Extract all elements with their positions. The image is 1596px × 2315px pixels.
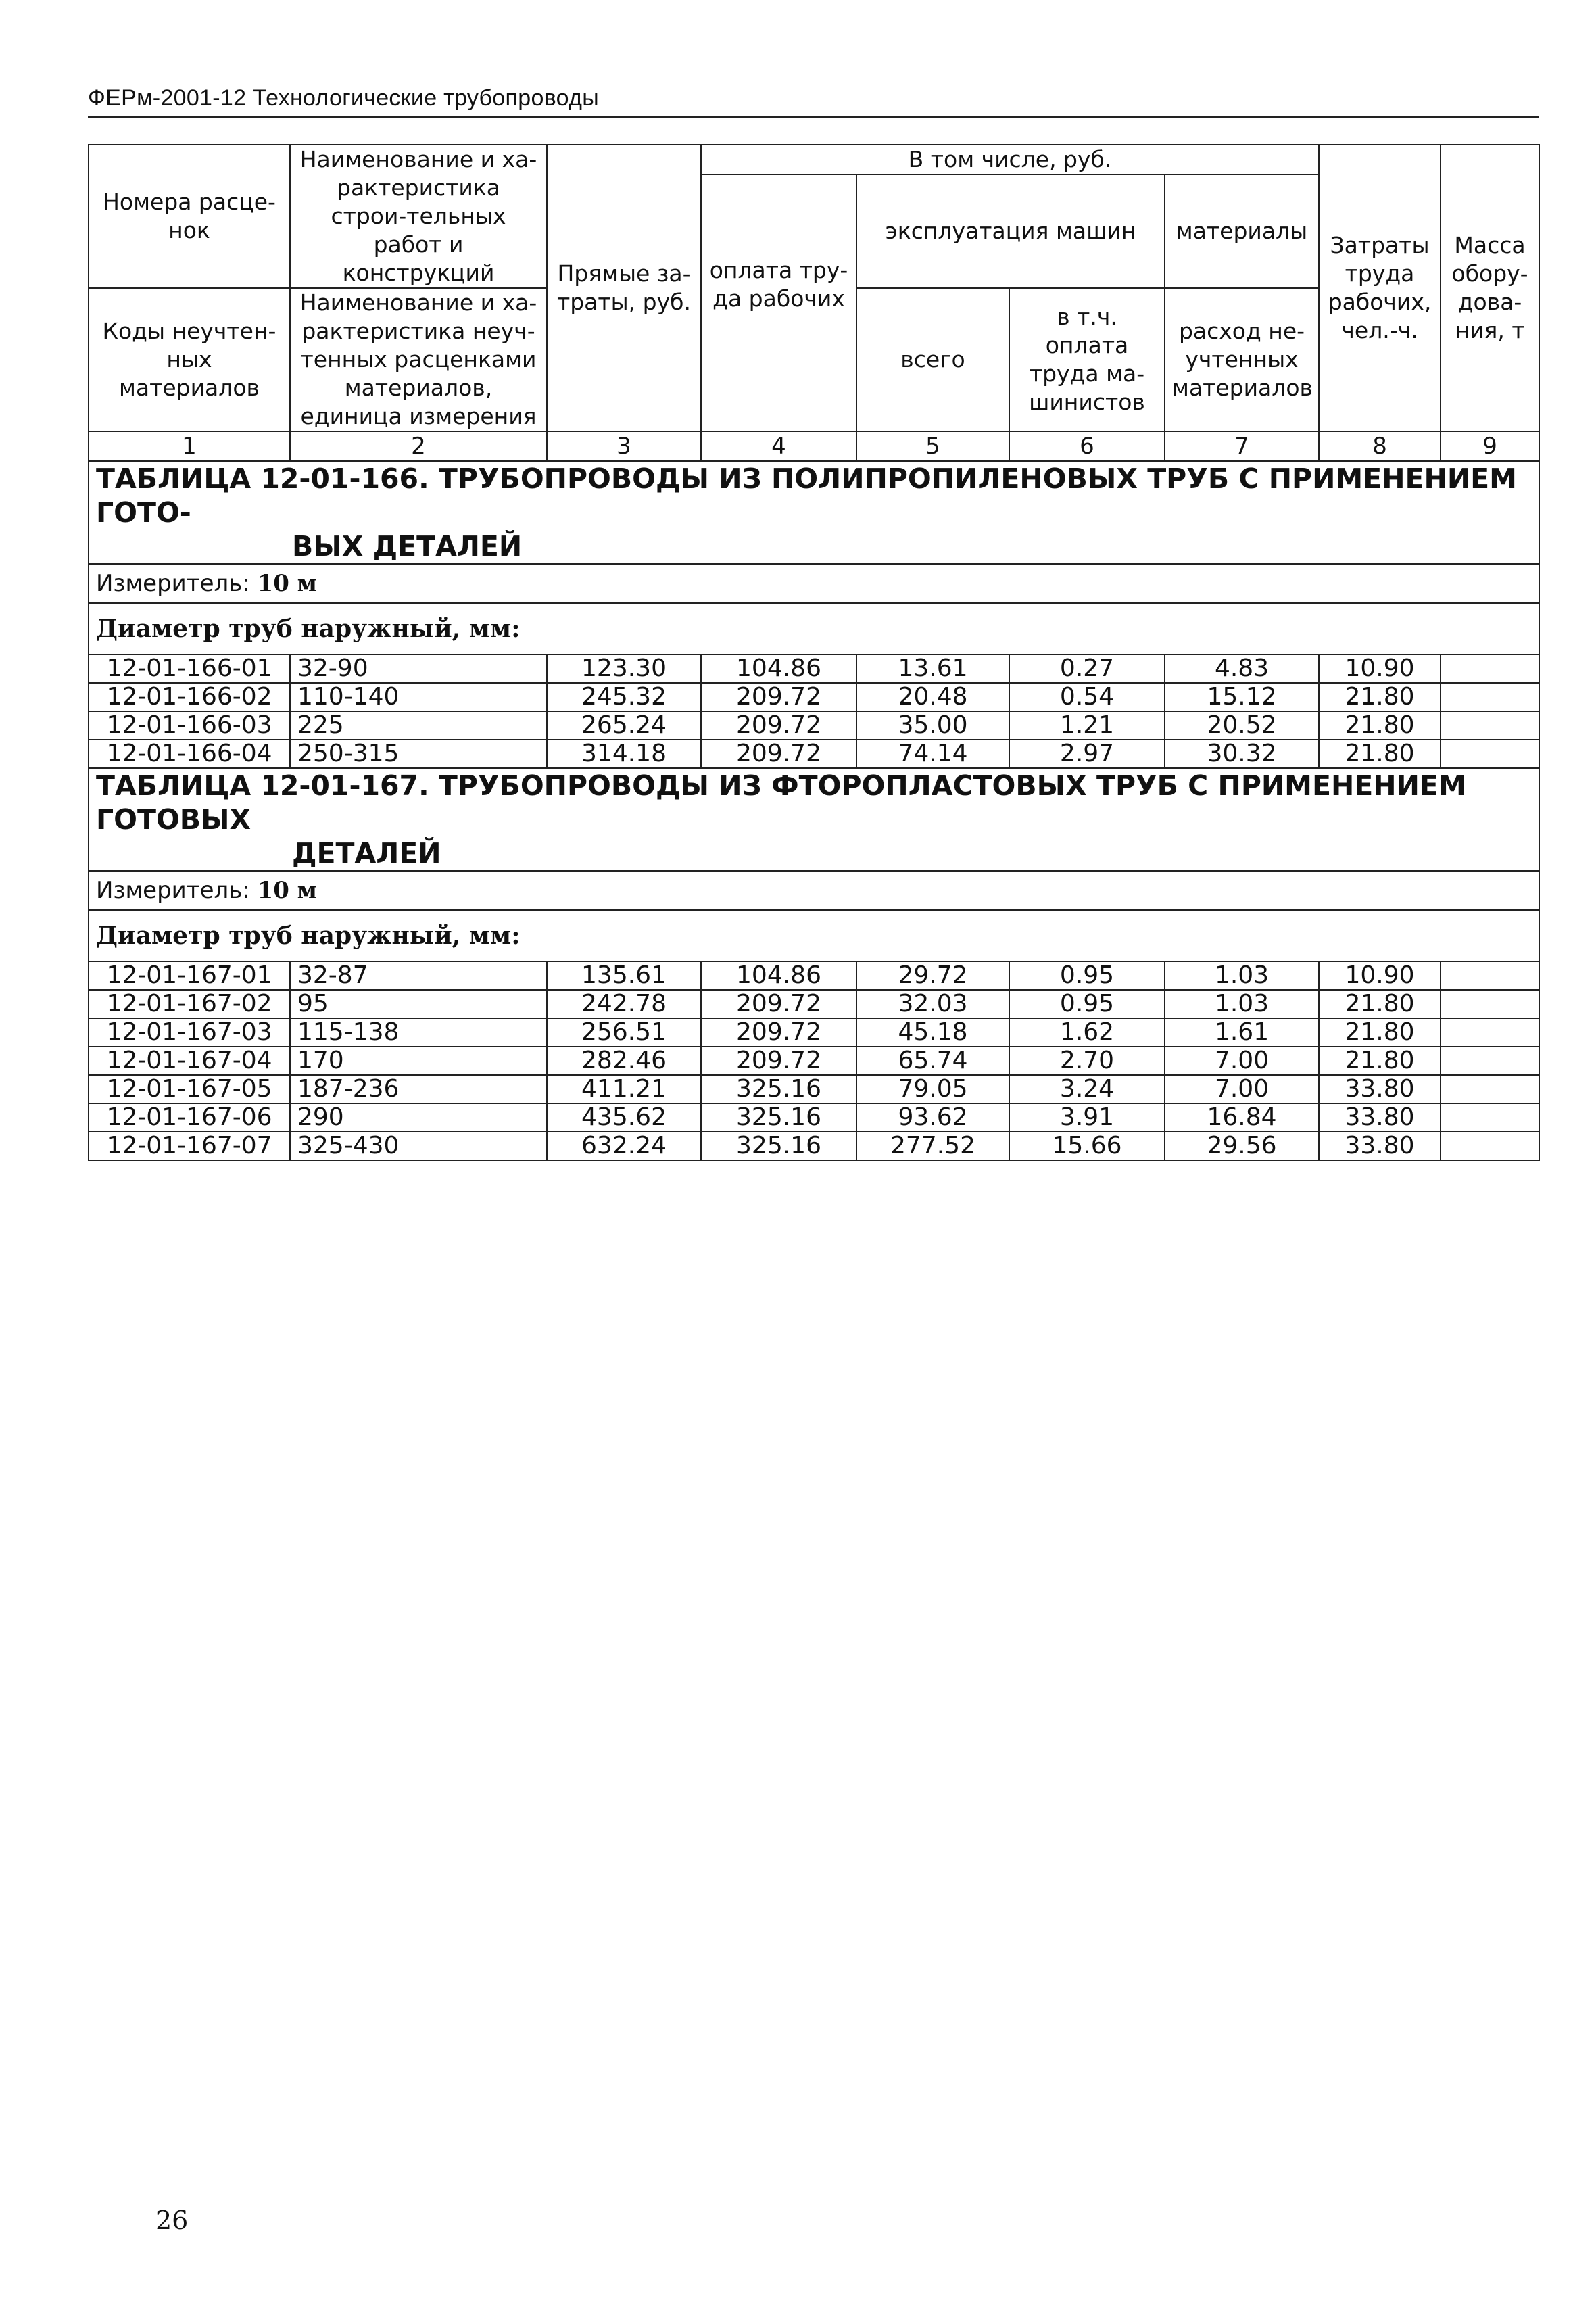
rate-code: 12-01-167-07	[89, 1132, 290, 1160]
header-machinist-pay: в т.ч. оплата труда ма-шинистов	[1009, 288, 1165, 431]
direct-costs: 245.32	[547, 683, 701, 711]
labor-pay: 325.16	[701, 1075, 856, 1103]
equipment-mass	[1441, 683, 1539, 711]
labor-pay: 325.16	[701, 1132, 856, 1160]
materials: 4.83	[1165, 654, 1319, 683]
column-number: 8	[1319, 431, 1441, 461]
machines-total: 45.18	[856, 1018, 1009, 1047]
header-labor-cost: Затраты труда рабочих, чел.-ч.	[1319, 145, 1441, 431]
pipe-diameter: 115-138	[290, 1018, 547, 1047]
rate-code: 12-01-167-01	[89, 961, 290, 990]
labor-cost: 10.90	[1319, 961, 1441, 990]
machines-total: 65.74	[856, 1047, 1009, 1075]
unit-label: Измеритель:	[96, 877, 250, 904]
direct-costs: 632.24	[547, 1132, 701, 1160]
labor-pay: 209.72	[701, 1047, 856, 1075]
table-row	[89, 683, 1539, 711]
column-number: 2	[290, 431, 547, 461]
equipment-mass	[1441, 1047, 1539, 1075]
equipment-mass	[1441, 1018, 1539, 1047]
materials: 29.56	[1165, 1132, 1319, 1160]
table-row	[89, 1132, 1539, 1160]
column-number: 5	[856, 431, 1009, 461]
equipment-mass	[1441, 654, 1539, 683]
direct-costs: 123.30	[547, 654, 701, 683]
machinist-pay: 0.27	[1009, 654, 1165, 683]
table-row	[89, 961, 1539, 990]
direct-costs: 256.51	[547, 1018, 701, 1047]
table-row	[89, 1103, 1539, 1132]
machines-total: 277.52	[856, 1132, 1009, 1160]
header-including: В том числе, руб.	[701, 145, 1319, 174]
materials: 1.03	[1165, 990, 1319, 1018]
document-header: ФЕРм-2001-12 Технологические трубопроводы	[88, 85, 599, 111]
rate-code: 12-01-166-02	[89, 683, 290, 711]
rate-code: 12-01-167-05	[89, 1075, 290, 1103]
machinist-pay: 3.91	[1009, 1103, 1165, 1132]
labor-pay: 209.72	[701, 683, 856, 711]
materials: 1.61	[1165, 1018, 1319, 1047]
materials: 15.12	[1165, 683, 1319, 711]
header-direct-costs: Прямые за-траты, руб.	[547, 145, 701, 431]
labor-cost: 33.80	[1319, 1132, 1441, 1160]
equipment-mass	[1441, 961, 1539, 990]
column-number: 6	[1009, 431, 1165, 461]
direct-costs: 135.61	[547, 961, 701, 990]
rate-code: 12-01-167-03	[89, 1018, 290, 1047]
equipment-mass	[1441, 711, 1539, 740]
machinist-pay: 0.95	[1009, 961, 1165, 990]
header-rule	[88, 116, 1539, 118]
machines-total: 74.14	[856, 740, 1009, 768]
machinist-pay: 1.21	[1009, 711, 1165, 740]
section-title-line: ТАБЛИЦА 12-01-166. ТРУБОПРОВОДЫ ИЗ ПОЛИПРОПИЛЕНОВЫХ ТРУБ С ПРИМЕНЕНИЕМ ГОТО-	[96, 462, 1517, 529]
machines-total: 35.00	[856, 711, 1009, 740]
header-name-bottom: Наименование и ха-рактеристика неуч-тенных расценками материалов, единица измерения	[290, 288, 547, 431]
section-title	[89, 461, 1539, 564]
direct-costs: 282.46	[547, 1047, 701, 1075]
table-row	[89, 711, 1539, 740]
column-number: 9	[1441, 431, 1539, 461]
labor-cost: 21.80	[1319, 711, 1441, 740]
labor-cost: 21.80	[1319, 990, 1441, 1018]
unit-value: 10 м	[257, 877, 318, 904]
table-row	[89, 1047, 1539, 1075]
labor-cost: 21.80	[1319, 740, 1441, 768]
pipe-diameter: 250-315	[290, 740, 547, 768]
machinist-pay: 3.24	[1009, 1075, 1165, 1103]
pipe-diameter: 32-87	[290, 961, 547, 990]
rate-code: 12-01-166-04	[89, 740, 290, 768]
machines-total: 29.72	[856, 961, 1009, 990]
pipe-diameter: 110-140	[290, 683, 547, 711]
header-materials: материалы	[1165, 174, 1319, 288]
materials: 30.32	[1165, 740, 1319, 768]
materials: 7.00	[1165, 1047, 1319, 1075]
direct-costs: 435.62	[547, 1103, 701, 1132]
header-codes-bottom: Коды неучтен-ных материалов	[89, 288, 290, 431]
header-name-top: Наименование и ха-рактеристика строи-тельных работ и конструкций	[290, 145, 547, 288]
machines-total: 79.05	[856, 1075, 1009, 1103]
header-codes-top: Номера расце-нок	[89, 145, 290, 288]
labor-pay: 104.86	[701, 961, 856, 990]
unit-value: 10 м	[257, 570, 318, 597]
pipe-diameter: 32-90	[290, 654, 547, 683]
labor-pay: 209.72	[701, 1018, 856, 1047]
table-row	[89, 740, 1539, 768]
machines-total: 32.03	[856, 990, 1009, 1018]
pipe-diameter: 225	[290, 711, 547, 740]
labor-cost: 33.80	[1319, 1103, 1441, 1132]
table-row	[89, 654, 1539, 683]
machinist-pay: 0.95	[1009, 990, 1165, 1018]
labor-pay: 209.72	[701, 711, 856, 740]
machinist-pay: 2.70	[1009, 1047, 1165, 1075]
section-title-line: ДЕТАЛЕЙ	[292, 837, 441, 869]
column-number: 3	[547, 431, 701, 461]
direct-costs: 242.78	[547, 990, 701, 1018]
equipment-mass	[1441, 1103, 1539, 1132]
column-number: 7	[1165, 431, 1319, 461]
column-number: 1	[89, 431, 290, 461]
header-machine-operation: эксплуатация машин	[856, 174, 1165, 288]
pipe-diameter: 187-236	[290, 1075, 547, 1103]
equipment-mass	[1441, 1075, 1539, 1103]
equipment-mass	[1441, 740, 1539, 768]
rate-code: 12-01-167-02	[89, 990, 290, 1018]
table-row	[89, 990, 1539, 1018]
header-equipment-mass: Масса обору-дова-ния, т	[1441, 145, 1539, 431]
rate-code: 12-01-166-01	[89, 654, 290, 683]
section-title	[89, 768, 1539, 871]
diameter-subheader-text: Диаметр труб наружный, мм:	[89, 603, 1539, 654]
labor-pay: 209.72	[701, 740, 856, 768]
unit-row	[89, 564, 1539, 603]
labor-cost: 33.80	[1319, 1075, 1441, 1103]
section-title-line: ТАБЛИЦА 12-01-167. ТРУБОПРОВОДЫ ИЗ ФТОРОПЛАСТОВЫХ ТРУБ С ПРИМЕНЕНИЕМ ГОТОВЫХ	[96, 769, 1466, 836]
pipe-diameter: 325-430	[290, 1132, 547, 1160]
machines-total: 93.62	[856, 1103, 1009, 1132]
table-row	[89, 1018, 1539, 1047]
machinist-pay: 0.54	[1009, 683, 1165, 711]
diameter-subheader-text: Диаметр труб наружный, мм:	[89, 910, 1539, 961]
equipment-mass	[1441, 990, 1539, 1018]
labor-cost: 21.80	[1319, 683, 1441, 711]
labor-cost: 21.80	[1319, 1047, 1441, 1075]
header-unaccounted-materials: расход не-учтенных материалов	[1165, 288, 1319, 431]
equipment-mass	[1441, 1132, 1539, 1160]
direct-costs: 314.18	[547, 740, 701, 768]
table-row	[89, 1075, 1539, 1103]
labor-pay: 104.86	[701, 654, 856, 683]
unit-row	[89, 871, 1539, 910]
machines-total: 13.61	[856, 654, 1009, 683]
pipe-diameter: 95	[290, 990, 547, 1018]
diameter-subheader	[89, 910, 1539, 961]
labor-pay: 325.16	[701, 1103, 856, 1132]
labor-cost: 21.80	[1319, 1018, 1441, 1047]
direct-costs: 265.24	[547, 711, 701, 740]
rate-code: 12-01-167-06	[89, 1103, 290, 1132]
unit-label: Измеритель:	[96, 570, 250, 597]
diameter-subheader	[89, 603, 1539, 654]
machinist-pay: 2.97	[1009, 740, 1165, 768]
materials: 16.84	[1165, 1103, 1319, 1132]
norms-table	[88, 144, 1540, 1161]
machines-total: 20.48	[856, 683, 1009, 711]
materials: 1.03	[1165, 961, 1319, 990]
machinist-pay: 15.66	[1009, 1132, 1165, 1160]
labor-cost: 10.90	[1319, 654, 1441, 683]
machinist-pay: 1.62	[1009, 1018, 1165, 1047]
rate-code: 12-01-166-03	[89, 711, 290, 740]
column-number: 4	[701, 431, 856, 461]
direct-costs: 411.21	[547, 1075, 701, 1103]
pipe-diameter: 290	[290, 1103, 547, 1132]
page-number: 26	[155, 2205, 189, 2235]
header-machines-total: всего	[856, 288, 1009, 431]
materials: 7.00	[1165, 1075, 1319, 1103]
rate-code: 12-01-167-04	[89, 1047, 290, 1075]
section-title-line: ВЫХ ДЕТАЛЕЙ	[292, 530, 523, 563]
labor-pay: 209.72	[701, 990, 856, 1018]
header-labor-pay: оплата тру-да рабочих	[701, 174, 856, 431]
pipe-diameter: 170	[290, 1047, 547, 1075]
materials: 20.52	[1165, 711, 1319, 740]
